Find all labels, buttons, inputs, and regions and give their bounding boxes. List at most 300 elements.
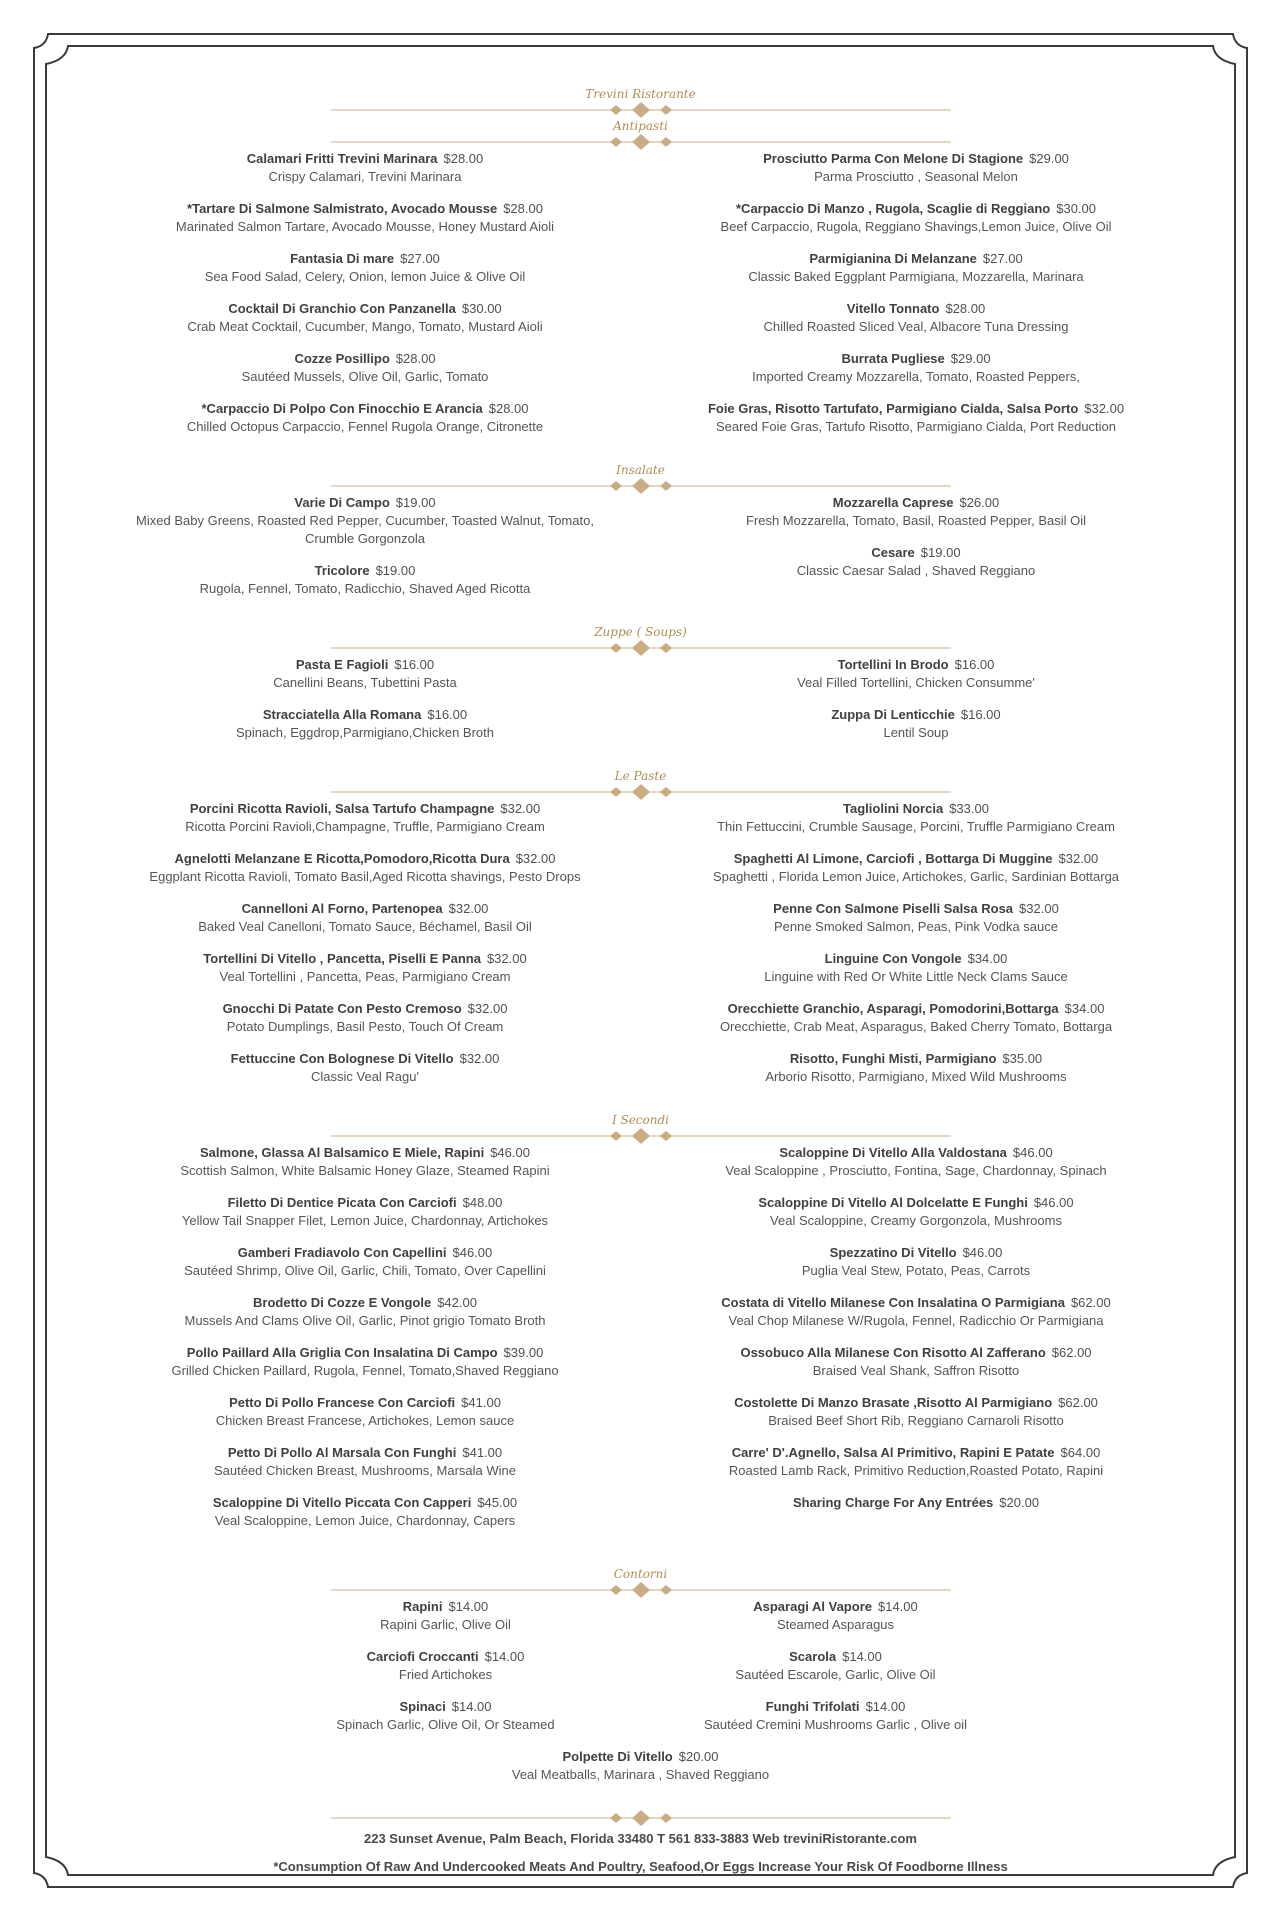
menu-item	[651, 1698, 1021, 1734]
item-name: Agnelotti Melanzane E Ricotta,Pomodoro,Ricotta Dura	[174, 851, 510, 866]
column-right	[661, 656, 1171, 756]
item-name: Calamari Fritti Trevini Marinara	[246, 151, 438, 166]
item-name-line	[110, 1294, 620, 1312]
item-name: Carre' D'.Agnello, Salsa Al Primitivo, Rapini E Patate	[731, 1445, 1055, 1460]
section-title: I Secondi	[611, 1113, 670, 1127]
column-left	[110, 656, 620, 756]
item-price: $32.00	[459, 1051, 500, 1066]
menu-item	[110, 1344, 620, 1380]
item-name-line	[110, 850, 620, 868]
item-name-line	[651, 1648, 1021, 1666]
item-price: $64.00	[1060, 1445, 1101, 1460]
item-desc: Eggplant Ricotta Ravioli, Tomato Basil,Aged Ricotta shavings, Pesto Drops	[149, 869, 581, 884]
column-right	[661, 494, 1171, 612]
item-name: Mozzarella Caprese	[832, 495, 954, 510]
menu-item	[110, 494, 620, 548]
item-price: $14.00	[484, 1649, 525, 1664]
item-name-line	[661, 544, 1171, 562]
menu-item	[110, 950, 620, 986]
item-price: $46.00	[962, 1245, 1003, 1260]
item-name: Fettuccine Con Bolognese Di Vitello	[230, 1051, 454, 1066]
item-name-line	[661, 656, 1171, 674]
item-price: $19.00	[375, 563, 416, 578]
item-price: $33.00	[949, 801, 989, 816]
item-desc: Chilled Octopus Carpaccio, Fennel Rugola Orange, Citronette	[186, 419, 544, 434]
item-desc: Mixed Baby Greens, Roasted Red Pepper, Cucumber, Toasted Walnut, Tomato, Crumble Gorgonzola	[136, 513, 594, 546]
item-desc: Veal Filled Tortellini, Chicken Consumme'	[797, 675, 1035, 690]
menu-item	[110, 1494, 620, 1530]
footer	[110, 1810, 1171, 1876]
section-contorni	[110, 1566, 1171, 1784]
item-name-line	[110, 200, 620, 218]
item-name-line	[661, 850, 1171, 868]
menu-item	[661, 250, 1171, 286]
menu-item	[661, 706, 1171, 742]
item-name: Tortellini In Brodo	[837, 657, 949, 672]
item-price: $46.00	[1012, 1145, 1053, 1160]
menu-item	[661, 200, 1171, 236]
item-desc: Spinach Garlic, Olive Oil, Or Steamed	[336, 1717, 555, 1732]
menu-item	[110, 850, 620, 886]
item-price: $14.00	[865, 1699, 906, 1714]
menu-item	[661, 1394, 1171, 1430]
item-name: Scaloppine Di Vitello Alla Valdostana	[779, 1145, 1007, 1160]
item-name-line	[661, 1244, 1171, 1262]
menu-item	[661, 350, 1171, 386]
item-name: Fantasia Di mare	[290, 251, 395, 266]
menu-item	[661, 1294, 1171, 1330]
item-name: *Carpaccio Di Manzo , Rugola, Scaglie di Reggiano	[736, 201, 1051, 216]
menu-item	[661, 1344, 1171, 1380]
item-price: $46.00	[452, 1245, 493, 1260]
section-divider	[331, 624, 951, 656]
item-name: Rapini	[402, 1599, 443, 1614]
item-desc: Linguine with Red Or White Little Neck Clams Sauce	[764, 969, 1068, 984]
item-price: $14.00	[448, 1599, 489, 1614]
item-price: $42.00	[437, 1295, 477, 1310]
column-right	[661, 800, 1171, 1100]
item-name: Carciofi Croccanti	[366, 1649, 479, 1664]
menu-item	[110, 1194, 620, 1230]
item-desc: Puglia Veal Stew, Potato, Peas, Carrots	[801, 1263, 1031, 1278]
item-price: $32.00	[448, 901, 489, 916]
item-price: $35.00	[1002, 1051, 1043, 1066]
item-name-line	[661, 300, 1171, 318]
item-price: $27.00	[400, 251, 440, 266]
item-name: Tricolore	[314, 563, 370, 578]
menu-item	[110, 1444, 620, 1480]
item-name: Pasta E Fagioli	[295, 657, 389, 672]
item-price: $62.00	[1058, 1395, 1098, 1410]
item-desc: Braised Beef Short Rib, Reggiano Carnaroli Risotto	[768, 1413, 1064, 1428]
item-name: Tagliolini Norcia	[843, 801, 944, 816]
item-price: $32.00	[467, 1001, 508, 1016]
item-price: $16.00	[394, 657, 435, 672]
item-name: Costata di Vitello Milanese Con Insalatina O Parmigiana	[721, 1295, 1065, 1310]
column-left	[110, 800, 620, 1100]
item-name: Cesare	[871, 545, 915, 560]
item-desc: Spaghetti , Florida Lemon Juice, Artichokes, Garlic, Sardinian Bottarga	[712, 869, 1120, 884]
item-price: $34.00	[1064, 1001, 1105, 1016]
menu-item	[661, 544, 1171, 580]
item-price: $30.00	[1056, 201, 1096, 216]
item-name-line	[110, 800, 620, 818]
item-price: $62.00	[1070, 1295, 1111, 1310]
item-price: $16.00	[427, 707, 468, 722]
ornament-divider	[331, 478, 951, 494]
item-price: $28.00	[945, 301, 986, 316]
menu-item	[661, 1000, 1171, 1036]
item-desc: Sautéed Chicken Breast, Mushrooms, Marsala Wine	[213, 1463, 516, 1478]
item-price: $20.00	[678, 1749, 719, 1764]
item-price: $28.00	[395, 351, 436, 366]
item-desc: Sautéed Escarole, Garlic, Olive Oil	[735, 1667, 936, 1682]
menu-item	[110, 300, 620, 336]
menu-item	[661, 850, 1171, 886]
item-price: $30.00	[461, 301, 502, 316]
item-price: $32.00	[1019, 901, 1059, 916]
item-desc: Lentil Soup	[883, 725, 949, 740]
section-title: Antipasti	[613, 119, 668, 133]
item-name: Cozze Posillipo	[294, 351, 390, 366]
item-desc: Roasted Lamb Rack, Primitivo Reduction,Roasted Potato, Rapini	[728, 1463, 1104, 1478]
item-price: $46.00	[490, 1145, 530, 1160]
item-name-line	[661, 200, 1171, 218]
item-name-line	[110, 1344, 620, 1362]
menu-item	[110, 800, 620, 836]
header-divider	[331, 86, 951, 118]
item-name: Brodetto Di Cozze E Vongole	[253, 1295, 432, 1310]
menu-item	[661, 150, 1171, 186]
item-desc: Classic Caesar Salad , Shaved Reggiano	[796, 563, 1036, 578]
menu-item	[110, 562, 620, 598]
section-antipasti	[110, 118, 1171, 450]
ornament-divider	[331, 640, 951, 656]
item-name-line	[661, 800, 1171, 818]
item-name: Parmigianina Di Melanzane	[809, 251, 977, 266]
menu-item	[661, 1050, 1171, 1086]
item-name: Foie Gras, Risotto Tartufato, Parmigiano Cialda, Salsa Porto	[707, 401, 1079, 416]
item-name: Polpette Di Vitello	[562, 1749, 673, 1764]
item-name: Tortellini Di Vitello , Pancetta, Piselli E Panna	[203, 951, 481, 966]
item-name: Sharing Charge For Any Entrées	[792, 1495, 994, 1510]
item-name-line	[661, 1194, 1171, 1212]
item-name: Salmone, Glassa Al Balsamico E Miele, Rapini	[200, 1145, 485, 1160]
item-desc: Spinach, Eggdrop,Parmigiano,Chicken Broth	[236, 725, 494, 740]
section-divider	[331, 118, 951, 150]
health-warning: *Consumption Of Raw And Undercooked Meats And Poultry, Seafood,Or Eggs Increase Your Risk Of Foodborne Illness	[273, 1859, 1008, 1874]
menu-item	[110, 150, 620, 186]
item-desc: Penne Smoked Salmon, Peas, Pink Vodka sauce	[773, 919, 1058, 934]
menu-item	[261, 1648, 631, 1684]
column-left	[261, 1598, 631, 1748]
item-name-line	[661, 1394, 1171, 1412]
item-name-line	[110, 400, 620, 418]
item-name: Porcini Ricotta Ravioli, Salsa Tartufo Champagne	[189, 801, 495, 816]
item-name-line	[661, 1494, 1171, 1512]
menu-item	[651, 1648, 1021, 1684]
section-paste	[110, 768, 1171, 1100]
item-desc: Baked Veal Canelloni, Tomato Sauce, Béchamel, Basil Oil	[198, 919, 532, 934]
item-desc: Classic Veal Ragu'	[311, 1069, 419, 1084]
item-name: Gnocchi Di Patate Con Pesto Cremoso	[222, 1001, 462, 1016]
item-desc: Chicken Breast Francese, Artichokes, Lemon sauce	[215, 1413, 515, 1428]
item-price: $62.00	[1051, 1345, 1092, 1360]
item-name-line	[661, 1344, 1171, 1362]
item-name-line	[261, 1598, 631, 1616]
menu-item	[261, 1698, 631, 1734]
menu-item	[110, 250, 620, 286]
item-price: $34.00	[967, 951, 1008, 966]
ornament-divider	[331, 784, 951, 800]
item-price: $29.00	[950, 351, 991, 366]
item-price: $19.00	[920, 545, 961, 560]
section-title: Le Paste	[614, 769, 667, 783]
menu-item	[110, 1394, 620, 1430]
item-desc: Mussels And Clams Olive Oil, Garlic, Pinot grigio Tomato Broth	[184, 1313, 546, 1328]
item-name: Funghi Trifolati	[765, 1699, 860, 1714]
item-name-line	[110, 250, 620, 268]
menu-item	[110, 1748, 1171, 1784]
item-desc: Chilled Roasted Sliced Veal, Albacore Tuna Dressing	[763, 319, 1069, 334]
item-name-line	[661, 150, 1171, 168]
item-price: $20.00	[999, 1495, 1040, 1510]
item-desc: Imported Creamy Mozzarella, Tomato, Roasted Peppers,	[752, 369, 1080, 384]
menu-item	[261, 1598, 631, 1634]
item-name-line	[110, 1244, 620, 1262]
item-name-line	[661, 900, 1171, 918]
menu-item	[110, 900, 620, 936]
section-title: Zuppe ( Soups)	[594, 625, 687, 639]
item-desc: Yellow Tail Snapper Filet, Lemon Juice, Chardonnay, Artichokes	[181, 1213, 549, 1228]
column-left	[110, 494, 620, 612]
item-name: Spaghetti Al Limone, Carciofi , Bottarga Di Muggine	[733, 851, 1053, 866]
item-name-line	[110, 1748, 1171, 1766]
item-desc: Marinated Salmon Tartare, Avocado Mousse, Honey Mustard Aioli	[175, 219, 555, 234]
item-name-line	[110, 706, 620, 724]
item-name: *Carpaccio Di Polpo Con Finocchio E Arancia	[201, 401, 483, 416]
menu-item	[110, 1050, 620, 1086]
ornament-divider	[331, 134, 951, 150]
item-name: Pollo Paillard Alla Griglia Con Insalatina Di Campo	[186, 1345, 498, 1360]
menu-item	[110, 1294, 620, 1330]
item-name-line	[110, 1394, 620, 1412]
item-price: $29.00	[1029, 151, 1069, 166]
item-desc: Fried Artichokes	[398, 1667, 493, 1682]
item-name-line	[661, 950, 1171, 968]
sharing-charge	[661, 1494, 1171, 1512]
menu-item	[661, 1194, 1171, 1230]
item-name: Scaloppine Di Vitello Piccata Con Capperi	[212, 1495, 472, 1510]
section-divider	[331, 1112, 951, 1144]
item-desc: Crab Meat Cocktail, Cucumber, Mango, Tomato, Mustard Aioli	[187, 319, 543, 334]
item-name-line	[661, 250, 1171, 268]
menu-item	[661, 900, 1171, 936]
item-price: $32.00	[500, 801, 541, 816]
menu-item	[661, 300, 1171, 336]
item-desc: Thin Fettuccini, Crumble Sausage, Porcini, Truffle Parmigiano Cream	[717, 819, 1115, 834]
menu-item	[661, 800, 1171, 836]
menu-item	[110, 1000, 620, 1036]
menu-item	[110, 400, 620, 436]
item-name-line	[661, 494, 1171, 512]
item-name-line	[110, 150, 620, 168]
item-name-line	[110, 900, 620, 918]
menu-item	[661, 400, 1171, 436]
item-price: $28.00	[488, 401, 529, 416]
item-name: Prosciutto Parma Con Melone Di Stagione	[763, 151, 1024, 166]
item-price: $26.00	[959, 495, 1000, 510]
item-name-line	[110, 1444, 620, 1462]
menu-item	[110, 1244, 620, 1280]
item-name: Filetto Di Dentice Picata Con Carciofi	[227, 1195, 457, 1210]
menu-item	[110, 656, 620, 692]
address: 223 Sunset Avenue, Palm Beach, Florida 33480 T 561 833-3883 Web treviniRistorante.com	[364, 1831, 917, 1846]
item-price: $45.00	[477, 1495, 518, 1510]
item-desc: Crispy Calamari, Trevini Marinara	[268, 169, 462, 184]
item-name: Orecchiette Granchio, Asparagi, Pomodorini,Bottarga	[727, 1001, 1059, 1016]
column-right	[651, 1598, 1021, 1748]
item-desc: Veal Scaloppine, Lemon Juice, Chardonnay, Capers	[214, 1513, 516, 1528]
menu-item	[661, 1144, 1171, 1180]
ornament-divider	[331, 102, 951, 118]
item-name-line	[651, 1598, 1021, 1616]
item-name-line	[661, 1294, 1171, 1312]
menu-item	[110, 350, 620, 386]
item-price: $14.00	[451, 1699, 492, 1714]
item-price: $16.00	[954, 657, 995, 672]
section-divider	[331, 768, 951, 800]
item-price: $28.00	[503, 201, 543, 216]
item-name: *Tartare Di Salmone Salmistrato, Avocado Mousse	[187, 201, 498, 216]
item-desc: Veal Scaloppine, Creamy Gorgonzola, Mushrooms	[770, 1213, 1062, 1228]
menu-item	[661, 1244, 1171, 1280]
menu-item	[661, 950, 1171, 986]
item-desc: Ricotta Porcini Ravioli,Champagne, Truffle, Parmigiano Cream	[185, 819, 545, 834]
item-desc: Sautéed Cremini Mushrooms Garlic , Olive oil	[704, 1717, 967, 1732]
item-name: Stracciatella Alla Romana	[262, 707, 422, 722]
item-name: Penne Con Salmone Piselli Salsa Rosa	[773, 901, 1014, 916]
item-price: $16.00	[960, 707, 1001, 722]
item-desc: Veal Tortellini , Pancetta, Peas, Parmigiano Cream	[219, 969, 511, 984]
item-name-line	[110, 494, 620, 512]
menu-item	[661, 1444, 1171, 1480]
item-name-line	[110, 1144, 620, 1162]
item-desc: Rapini Garlic, Olive Oil	[380, 1617, 511, 1632]
item-desc: Sautéed Mussels, Olive Oil, Garlic, Tomato	[241, 369, 489, 384]
item-price: $39.00	[503, 1345, 544, 1360]
menu-content	[110, 86, 1171, 1876]
item-name: Burrata Pugliese	[841, 351, 945, 366]
item-price: $41.00	[461, 1395, 501, 1410]
menu-item	[110, 706, 620, 742]
item-name: Cocktail Di Granchio Con Panzanella	[228, 301, 456, 316]
item-name-line	[110, 656, 620, 674]
ornament-divider	[331, 1128, 951, 1144]
column-left	[110, 1144, 620, 1544]
item-price: $32.00	[486, 951, 527, 966]
item-name: Ossobuco Alla Milanese Con Risotto Al Zafferano	[740, 1345, 1046, 1360]
item-name: Risotto, Funghi Misti, Parmigiano	[789, 1051, 997, 1066]
item-desc: Canellini Beans, Tubettini Pasta	[273, 675, 457, 690]
ornament-divider	[331, 1810, 951, 1826]
item-price: $41.00	[462, 1445, 503, 1460]
section-divider	[331, 1566, 951, 1598]
item-desc: Fresh Mozzarella, Tomato, Basil, Roasted Pepper, Basil Oil	[745, 513, 1087, 528]
item-name: Petto Di Pollo Al Marsala Con Funghi	[227, 1445, 457, 1460]
item-desc: Grilled Chicken Paillard, Rugola, Fennel, Tomato,Shaved Reggiano	[171, 1363, 559, 1378]
item-name-line	[661, 1000, 1171, 1018]
item-desc: Scottish Salmon, White Balsamic Honey Glaze, Steamed Rapini	[180, 1163, 550, 1178]
item-name-line	[661, 1050, 1171, 1068]
item-name-line	[661, 350, 1171, 368]
item-name-line	[651, 1698, 1021, 1716]
item-desc: Veal Scaloppine , Prosciutto, Fontina, Sage, Chardonnay, Spinach	[725, 1163, 1107, 1178]
menu-item	[110, 200, 620, 236]
item-desc: Arborio Risotto, Parmigiano, Mixed Wild Mushrooms	[765, 1069, 1067, 1084]
item-name-line	[110, 350, 620, 368]
item-name-line	[261, 1698, 631, 1716]
item-name: Cannelloni Al Forno, Partenopea	[241, 901, 443, 916]
section-zuppe	[110, 624, 1171, 756]
item-name: Zuppa Di Lenticchie	[831, 707, 955, 722]
item-desc: Potato Dumplings, Basil Pesto, Touch Of Cream	[226, 1019, 504, 1034]
item-desc: Steamed Asparagus	[776, 1617, 895, 1632]
item-price: $28.00	[443, 151, 484, 166]
item-price: $19.00	[395, 495, 436, 510]
section-divider	[331, 462, 951, 494]
item-price: $14.00	[877, 1599, 918, 1614]
item-name: Asparagi Al Vapore	[753, 1599, 872, 1614]
item-desc: Seared Foie Gras, Tartufo Risotto, Parmigiano Cialda, Port Reduction	[715, 419, 1117, 434]
restaurant-name: Trevini Ristorante	[585, 87, 696, 101]
item-name-line	[110, 1000, 620, 1018]
item-name-line	[661, 1444, 1171, 1462]
section-title: Contorni	[613, 1567, 668, 1581]
item-name-line	[110, 300, 620, 318]
menu-item	[651, 1598, 1021, 1634]
menu-item	[110, 1144, 620, 1180]
item-name: Scarola	[789, 1649, 837, 1664]
item-name-line	[110, 562, 620, 580]
item-name: Spinaci	[399, 1699, 446, 1714]
item-desc: Orecchiette, Crab Meat, Asparagus, Baked Cherry Tomato, Bottarga	[719, 1019, 1113, 1034]
column-left	[110, 150, 620, 450]
menu-item	[661, 494, 1171, 530]
menu-item	[661, 656, 1171, 692]
item-desc: Sautéed Shrimp, Olive Oil, Garlic, Chili, Tomato, Over Capellini	[184, 1263, 546, 1278]
item-name-line	[110, 950, 620, 968]
item-desc: Classic Baked Eggplant Parmigiana, Mozzarella, Marinara	[748, 269, 1084, 284]
item-price: $32.00	[1058, 851, 1099, 866]
item-desc: Veal Chop Milanese W/Rugola, Fennel, Radicchio Or Parmigiana	[728, 1313, 1104, 1328]
item-name: Scaloppine Di Vitello Al Dolcelatte E Funghi	[758, 1195, 1028, 1210]
section-title: Insalate	[616, 463, 665, 477]
item-desc: Parma Prosciutto , Seasonal Melon	[814, 169, 1018, 184]
item-name-line	[661, 1144, 1171, 1162]
item-name: Costolette Di Manzo Brasate ,Risotto Al Parmigiano	[734, 1395, 1053, 1410]
item-name-line	[110, 1494, 620, 1512]
item-name-line	[261, 1648, 631, 1666]
item-price: $48.00	[462, 1195, 503, 1210]
item-name: Vitello Tonnato	[846, 301, 940, 316]
item-name: Spezzatino Di Vitello	[829, 1245, 957, 1260]
item-price: $27.00	[982, 251, 1023, 266]
item-desc: Braised Veal Shank, Saffron Risotto	[812, 1363, 1020, 1378]
section-insalate	[110, 462, 1171, 612]
section-secondi	[110, 1112, 1171, 1544]
item-price: $14.00	[842, 1649, 882, 1664]
